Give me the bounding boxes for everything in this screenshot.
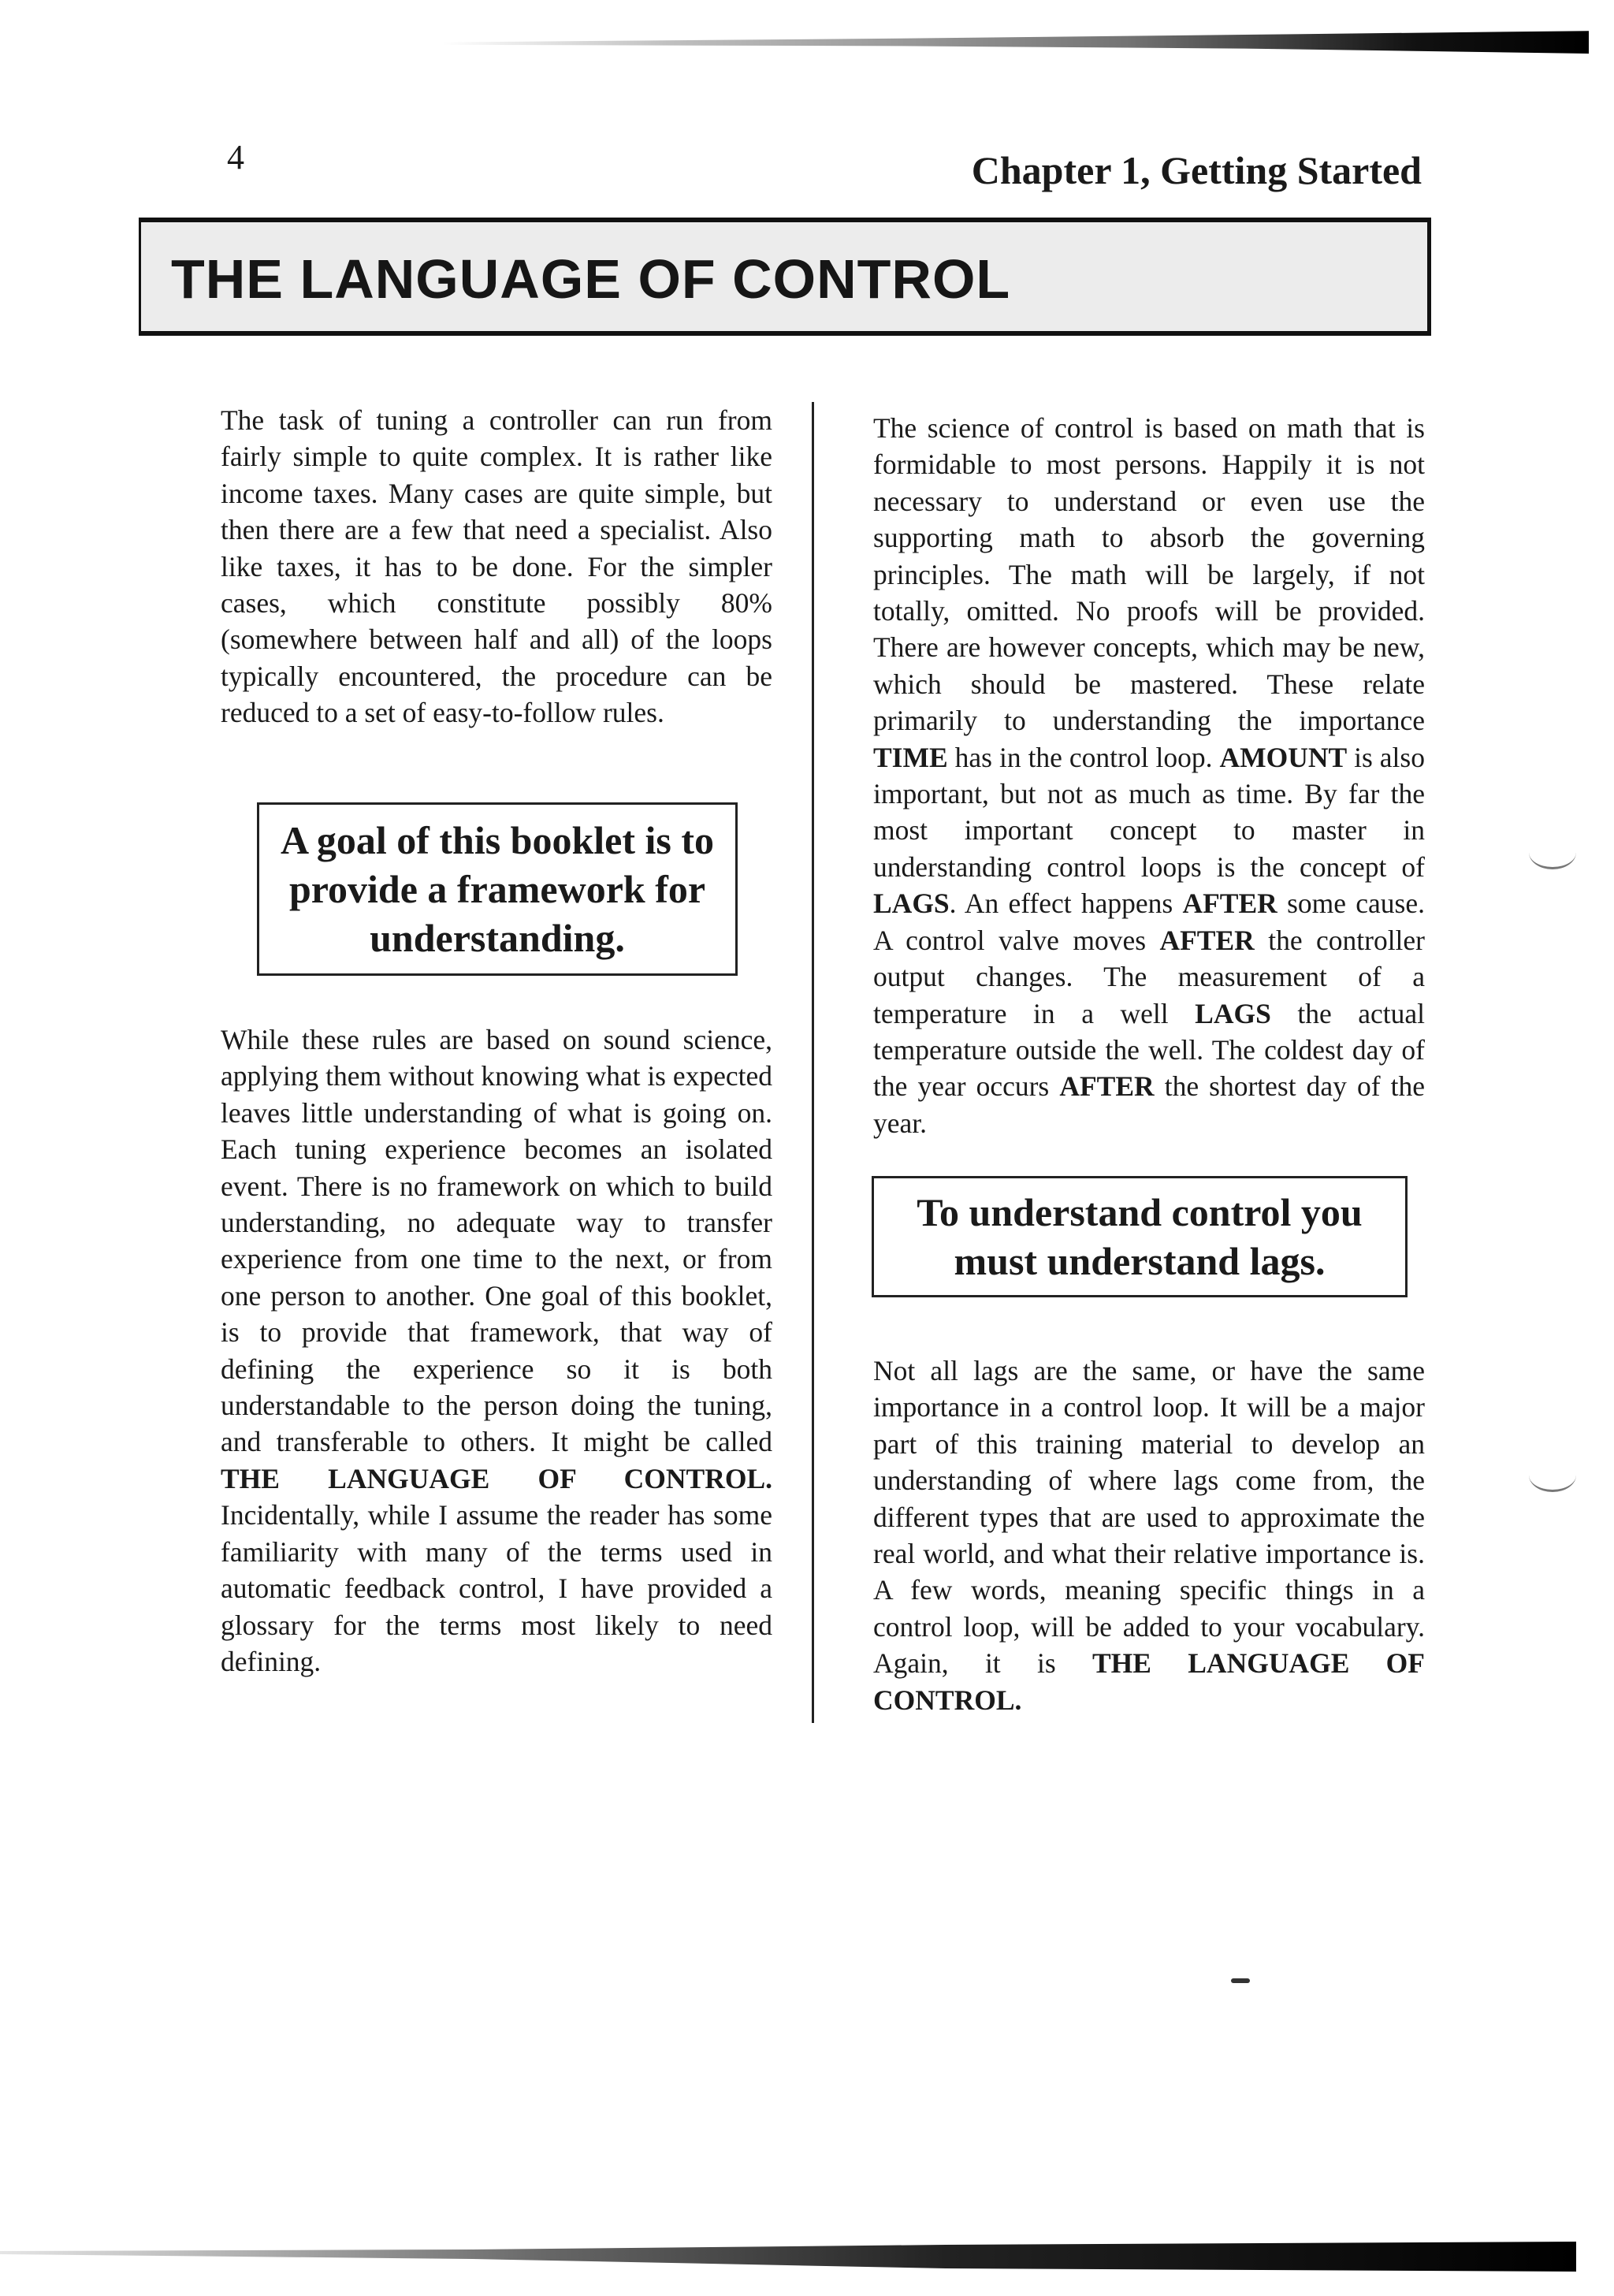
scan-artifact-top [441, 28, 1589, 54]
section-banner [139, 218, 1431, 336]
column-divider [812, 402, 814, 1723]
text-run: . An effect happens [949, 888, 1183, 920]
pull-quote-text: A goal of this booklet is to provide a framework for understanding. [280, 818, 715, 960]
emphasis-time: TIME [873, 741, 948, 773]
section-title: THE LANGUAGE OF CONTROL [171, 248, 1011, 310]
emphasis-after: AFTER [1059, 1070, 1155, 1103]
text-run: has in the control loop. [947, 741, 1220, 773]
emphasis-after: AFTER [1182, 888, 1277, 920]
left-paragraph-1: The task of tuning a controller can run from fairly simple to quite complex. It is rather like income taxes. Many cases are quite simple, but then there are a few that need a specialist. Also like taxes, it has to be done. For the simpler cases, which constitute possibly 80% (somewhere between half and all) of the loops typically encountered, the procedure can be reduced to a set of easy-to-follow rules. [221, 404, 772, 729]
emphasis-after: AFTER [1159, 924, 1255, 956]
left-paragraph-2-text: While these rules are based on sound science, applying them without knowing what is expected leaves little understanding of what is going on. Each tuning experience becomes an isolated event. There is no framework on which to build understanding, no adequate way to transfer experience from one time to the next, or from one person to another. One goal of this booklet, is to provide that framework, that way of defining the experience so it is both understandable to the person doing the tuning, and transferable to others. It might be called [221, 1024, 773, 1458]
text-run: the shortest day of the year. [873, 1070, 1425, 1139]
right-paragraph-1 [873, 410, 1425, 1141]
emphasis-lags: LAGS [873, 888, 950, 920]
scan-artifact-bottom [0, 2240, 1576, 2272]
punch-hole-mark [1529, 835, 1576, 869]
text-run: The science of control is based on math that is formidable to most persons. Happily it is not necessary to understand or even use the supporting math to absorb the governing principles. The math will be largely, if not totally, omitted. No proofs will be provided. There are however concepts, which may be new, which should be mastered. These relate primarily to understanding the importance [873, 412, 1425, 737]
text-run: the controller output changes. The measurement of a temperature in a well [873, 924, 1425, 1029]
emphasis-language-of-control: THE LANGUAGE OF CONTROL. [873, 1647, 1425, 1716]
emphasis-amount: AMOUNT [1219, 741, 1348, 773]
pull-quote-framework [257, 802, 738, 976]
right-paragraph-2-text: Not all lags are the same, or have the same importance in a control loop. It will be a major part of this training material to develop an understanding of where lags come from, the different types that are used to approximate the real world, and what their relative importance is. A few words, meaning specific things in a control loop, will be added to your vocabulary. Again, it is [873, 1355, 1425, 1680]
text-run: is also important, but not as much as time. By far the most important concept to master in understanding control loops is the concept of [873, 741, 1425, 883]
pull-quote-lags [872, 1176, 1408, 1297]
emphasis-language-of-control: THE LANGUAGE OF CONTROL. [221, 1462, 772, 1494]
emphasis-lags: LAGS [1195, 997, 1271, 1029]
stray-mark [1231, 1978, 1250, 1983]
page-number: 4 [227, 138, 244, 177]
right-paragraph-2 [873, 1353, 1425, 1718]
punch-hole-mark [1529, 1458, 1576, 1492]
left-paragraph-2-text-end: Incidentally, while I assume the reader has some familiarity with many of the terms used in automatic feedback control, I have provided a glossary for the terms most likely to need defining. [221, 1499, 772, 1677]
pull-quote-text: To understand control you must understand lags. [917, 1190, 1363, 1283]
running-head: Chapter 1, Getting Started [971, 148, 1422, 192]
text-run: some cause. A control valve moves [873, 888, 1425, 956]
left-paragraph-2 [221, 1021, 772, 1680]
text-run: the actual temperature outside the well. The coldest day of the year occurs [873, 997, 1425, 1103]
